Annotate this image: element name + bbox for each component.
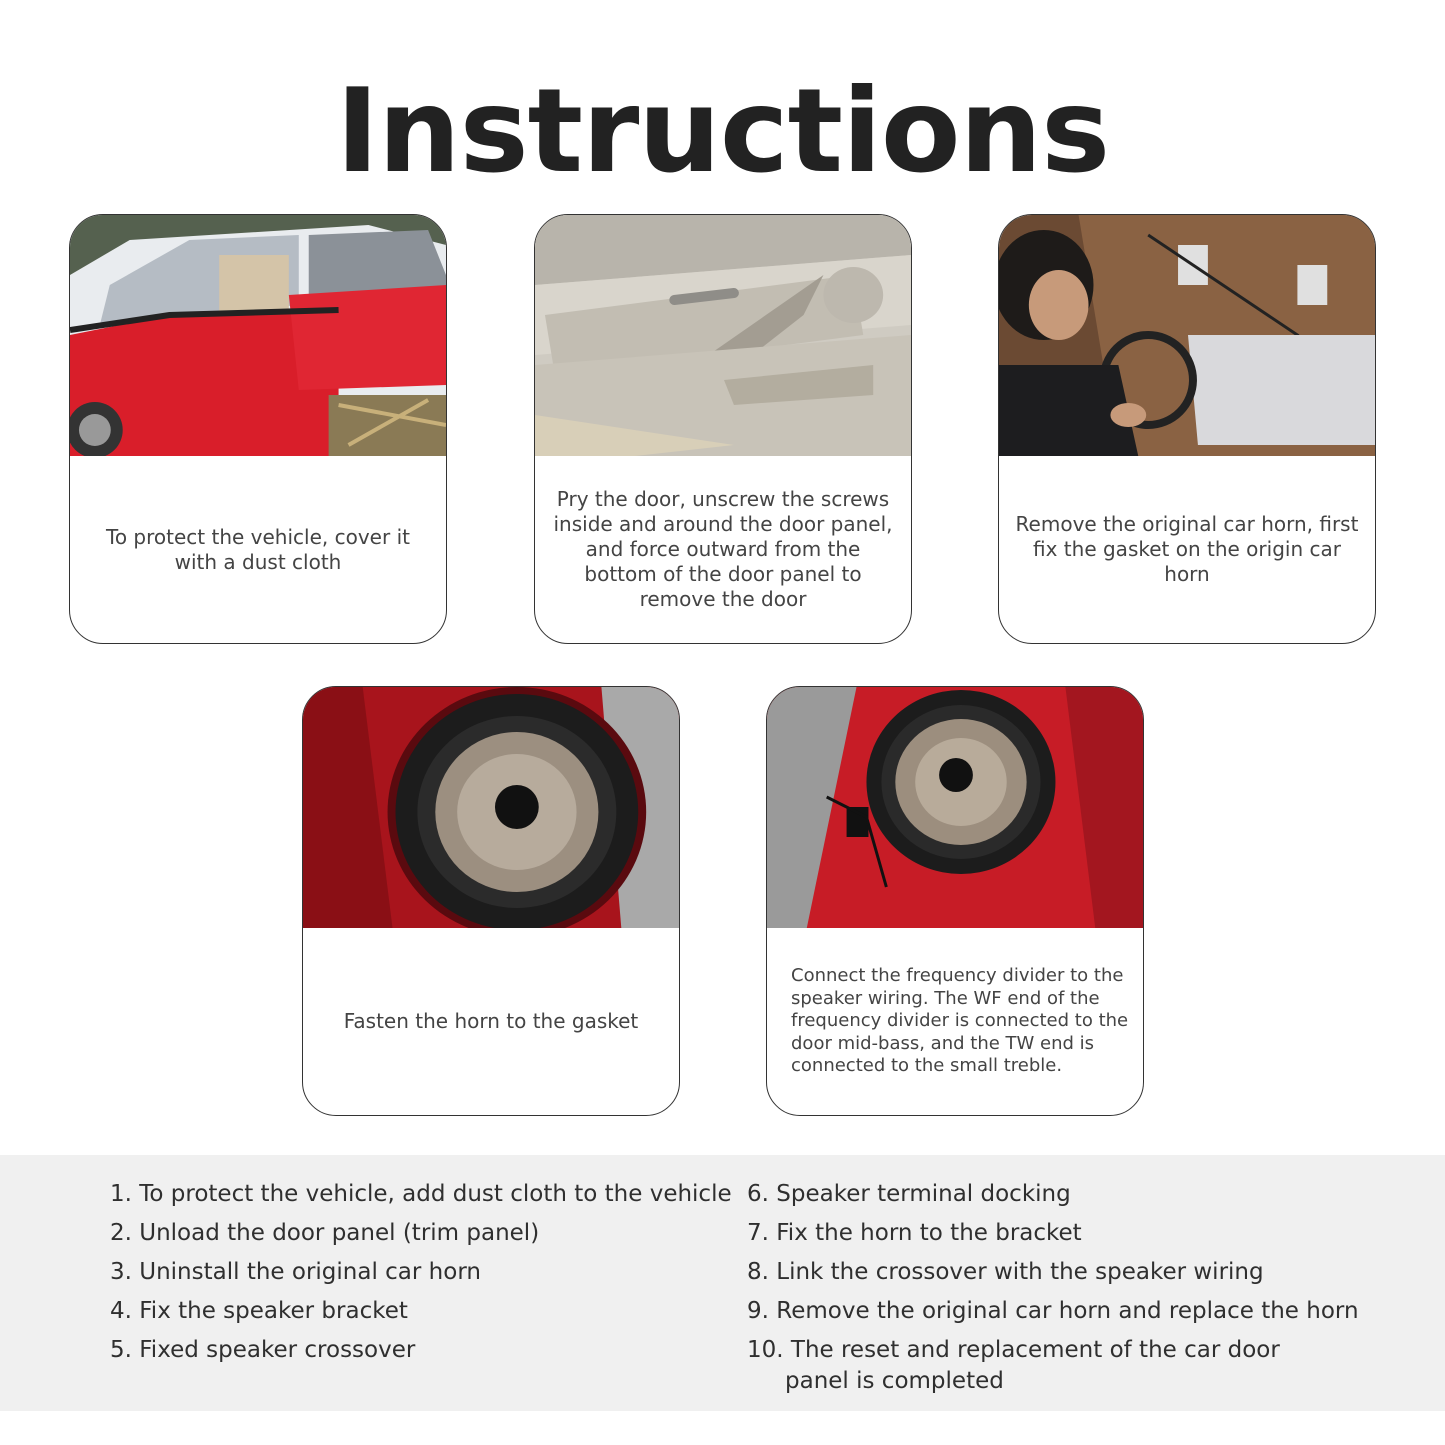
steps-panel — [0, 1155, 1445, 1411]
card-caption: Remove the original car horn, first fix the gasket on the origin car horn — [1015, 512, 1359, 586]
step-item: 3. Uninstall the original car horn — [110, 1259, 481, 1285]
step-item: 8. Link the crossover with the speaker wiring — [747, 1259, 1264, 1285]
card-caption: Pry the door, unscrew the screws inside and around the door panel, and force outward from the bottom of the door panel to remove the door — [553, 487, 893, 611]
step-item: 4. Fix the speaker bracket — [110, 1298, 408, 1324]
instruction-card-5 — [766, 686, 1144, 1116]
step-item: 7. Fix the horn to the bracket — [747, 1220, 1082, 1246]
step-item: 6. Speaker terminal docking — [747, 1181, 1071, 1207]
instruction-card-4 — [302, 686, 680, 1116]
card-caption: To protect the vehicle, cover it with a dust cloth — [106, 524, 410, 574]
card-caption: Fasten the horn to the gasket — [343, 1009, 639, 1033]
speaker-gasket-photo — [303, 687, 679, 928]
step-item: 10. The reset and replacement of the car door — [747, 1337, 1280, 1363]
technician-photo — [999, 215, 1375, 456]
step-item-continuation: panel is completed — [785, 1368, 1004, 1394]
instruction-card-2 — [534, 214, 912, 644]
card-caption: Connect the frequency divider to the speaker wiring. The WF end of the frequency divider is connected to the door mid-bass, and the TW end is connected to the small treble. — [791, 965, 1129, 1077]
step-item: 5. Fixed speaker crossover — [110, 1337, 416, 1363]
steps-left-list — [110, 1175, 732, 1370]
door-panel-photo — [535, 215, 911, 456]
step-item: 9. Remove the original car horn and replace the horn — [747, 1298, 1359, 1324]
instruction-card-3 — [998, 214, 1376, 644]
page-title: Instructions — [335, 64, 1110, 199]
instruction-card-1 — [69, 214, 447, 644]
step-item: 1. To protect the vehicle, add dust cloth to the vehicle — [110, 1181, 732, 1207]
step-item: 2. Unload the door panel (trim panel) — [110, 1220, 540, 1246]
steps-right-list — [747, 1175, 1359, 1392]
car-dust-cloth-photo — [70, 215, 446, 456]
speaker-installed-photo — [767, 687, 1143, 928]
